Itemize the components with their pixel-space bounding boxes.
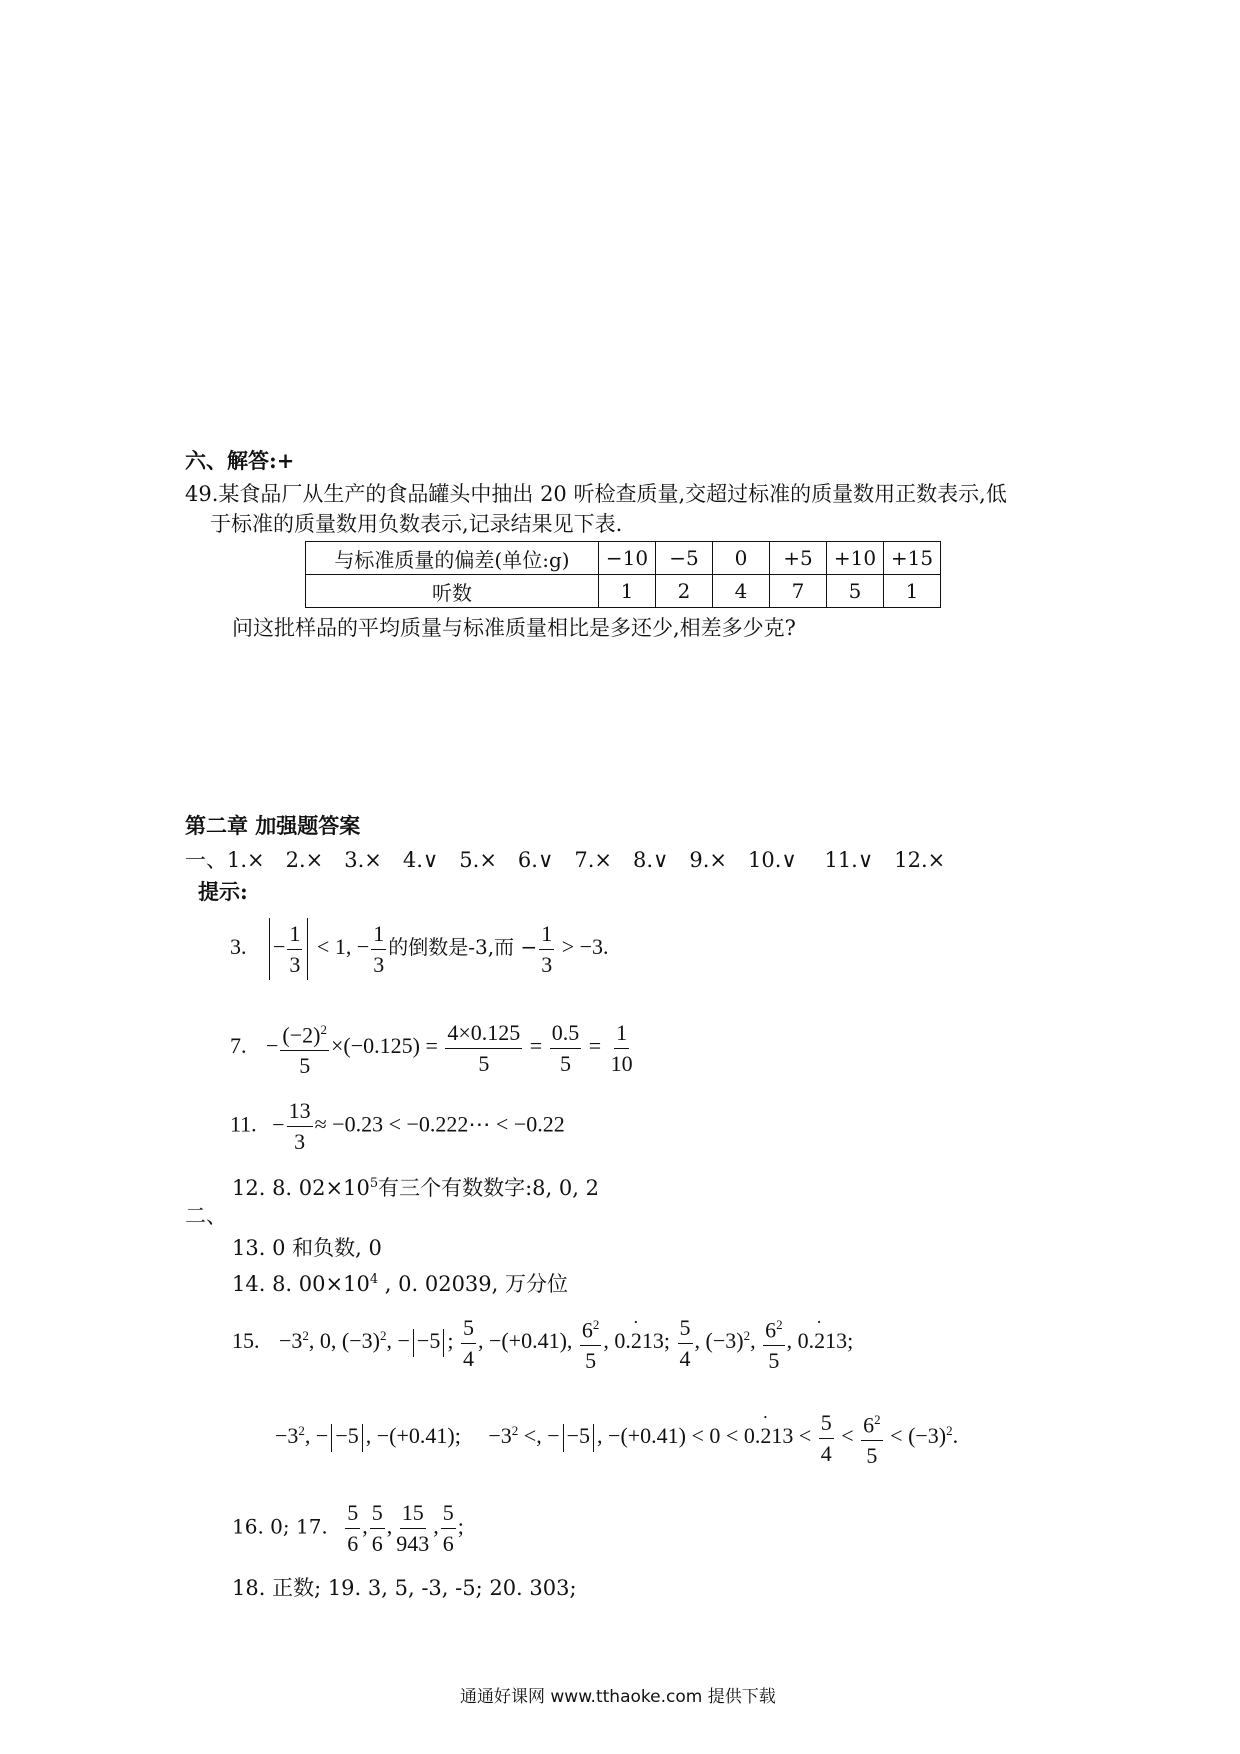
math-text: ;: [847, 1328, 854, 1354]
q49-question: 问这批样品的平均质量与标准质量相比是多还少,相差多少克?: [232, 616, 796, 640]
answer-13: 13. 0 和负数, 0: [232, 1236, 382, 1260]
numerator: 6: [765, 1317, 777, 1343]
math-text: < 1, −: [316, 934, 370, 960]
text: 14. 8. 00×10: [232, 1272, 370, 1296]
item-number: 7.: [230, 1033, 247, 1059]
answer-15-line2: $-3^2$, − −5 , −(+0.41); $-3^2$ <, − −5 , −(+0.41) < 0 < 0.213 · < $\frac{5}{4}$ < $\frac{6^2}{5}$ < $(-3)^2$.: [275, 1405, 958, 1471]
math-text: , −: [386, 1328, 410, 1354]
numerator: 5: [441, 1498, 456, 1529]
denominator: 3: [294, 1129, 306, 1154]
denominator: 3: [289, 951, 301, 977]
denominator: 10: [610, 1050, 633, 1076]
denominator: 3: [541, 951, 553, 977]
q49-line1: 49.某食品厂从生产的食品罐头中抽出 20 听检查质量,交超过标准的质量数用正数表示,低: [185, 482, 1007, 506]
answer-11: [230, 1096, 565, 1157]
math-text: <, −: [518, 1423, 560, 1449]
denominator: 5: [585, 1348, 597, 1374]
math-text: , 0.: [786, 1328, 815, 1354]
numerator: 15: [400, 1498, 426, 1529]
numerator: 6: [581, 1317, 593, 1343]
math-text: −: [272, 1111, 285, 1137]
exponent: 2: [320, 1022, 327, 1037]
table-cell: +5: [770, 542, 827, 575]
denominator: 6: [371, 1531, 383, 1556]
answer-15-line1: 15. $-3^2$, 0, $(-3)^2$, − −5 ; $\frac{5}{4}$ , −(+0.41), $\frac{6^2}{5}$ , 0.213 ·; $\frac{5}{4}$ , $(-3)^2$, $\frac{6^2}{5}$ , 0.213 ·;: [232, 1310, 853, 1376]
answer-18-20: 18. 正数; 19. 3, 5, -3, -5; 20. 303;: [232, 1576, 577, 1600]
text: 有三个有数数字:8, 0, 2: [378, 1176, 599, 1200]
numerator: 1: [287, 919, 302, 950]
math-text: −5: [416, 1328, 441, 1354]
footer-text: 通通好课网 www.tthaoke.com 提供下载: [460, 1687, 776, 1707]
item-number: 11.: [230, 1111, 257, 1137]
repeating-decimal: 213 ·: [631, 1328, 664, 1353]
numerator: 4×0.125: [445, 1018, 522, 1049]
math-text: , −(+0.41),: [477, 1328, 573, 1354]
numerator: 5: [461, 1313, 476, 1344]
math-text: > −3.: [561, 934, 609, 960]
table-cell: +10: [827, 542, 884, 575]
math-text: −5: [335, 1423, 359, 1449]
math-text: ;: [447, 1328, 454, 1354]
item-number: 15.: [232, 1328, 260, 1354]
table-header-cell: 与标准质量的偏差(单位:g): [306, 542, 599, 575]
denominator: 6: [442, 1531, 454, 1556]
denominator: 5: [866, 1443, 878, 1469]
answer-3: 3. − $\frac{1}{3}$ < 1, − $\frac{1}{3}$ 的倒数是-3,而 − $\frac{1}{3}$ > −3.: [230, 918, 609, 980]
denominator: 943: [396, 1531, 430, 1556]
answer-16-17: 16. 0; 17. $\frac{5}{6}$ , $\frac{5}{6}$ , $\frac{15}{943}$ , $\frac{5}{6}$ ;: [232, 1498, 464, 1559]
numerator: 1: [539, 919, 554, 950]
table-cell: +15: [884, 542, 941, 575]
math-text: −3: [279, 1328, 303, 1354]
math-text: ,: [750, 1328, 756, 1354]
math-text: < (−3): [884, 1423, 947, 1449]
numerator: (−2): [282, 1022, 321, 1048]
numerator: 5: [678, 1313, 693, 1344]
denominator: 4: [820, 1440, 832, 1466]
math-text: .: [952, 1423, 959, 1449]
math-text: −3: [275, 1423, 299, 1449]
repeating-decimal: 213 ·: [760, 1423, 793, 1448]
math-text: <: [793, 1423, 812, 1449]
math-text: , 0, (−3): [308, 1328, 380, 1354]
math-text: , −(+0.41);: [365, 1423, 461, 1449]
math-text: , (−3): [694, 1328, 744, 1354]
numerator: 6: [863, 1412, 875, 1438]
table-cell: 1: [884, 575, 941, 608]
answer-12: [232, 1170, 599, 1202]
part2-label: 二、: [185, 1204, 227, 1228]
math-text: ;: [663, 1328, 671, 1354]
item-number: 3.: [230, 934, 247, 960]
denominator: 5: [478, 1050, 490, 1076]
part1-answers: 一、1.× 2.× 3.× 4.∨ 5.× 6.∨ 7.× 8.∨ 9.× 10.∨ 11.∨ 12.×: [185, 848, 946, 872]
repeating-decimal: 213 ·: [814, 1328, 847, 1353]
answer-7: [230, 1015, 637, 1081]
text: , 0. 02039, 万分位: [378, 1272, 569, 1296]
table-cell: 0: [713, 542, 770, 575]
table-cell: −10: [599, 542, 656, 575]
deviation-table: [305, 541, 941, 608]
answers-title: 第二章 加强题答案: [185, 813, 361, 838]
denominator: 5: [768, 1348, 780, 1374]
table-cell: 4: [713, 575, 770, 608]
denominator: 6: [347, 1531, 359, 1556]
math-text: 的倒数是-3,而 −: [388, 935, 538, 960]
exponent: 4: [369, 1272, 379, 1287]
numerator: 5: [370, 1498, 385, 1529]
table-header-cell: 听数: [306, 575, 599, 608]
math-text: =: [529, 1033, 543, 1059]
numerator: 5: [819, 1408, 834, 1439]
exponent: 5: [369, 1176, 379, 1191]
numerator: 1: [614, 1018, 629, 1049]
q49-line2: 于标准的质量数用负数表示,记录结果见下表.: [210, 512, 623, 536]
section-heading: 六、解答:+: [185, 448, 295, 473]
denominator: 5: [559, 1050, 571, 1076]
text: 16. 0; 17.: [232, 1514, 328, 1539]
math-text: −3: [488, 1423, 512, 1449]
table-cell: 2: [656, 575, 713, 608]
table-cell: 5: [827, 575, 884, 608]
numerator: 1: [371, 919, 386, 950]
numerator: 5: [345, 1498, 360, 1529]
table-cell: −5: [656, 542, 713, 575]
math-text: , −(+0.41) < 0 < 0.: [597, 1423, 761, 1449]
answer-14: [232, 1266, 568, 1298]
table-row: [306, 575, 941, 608]
text: 12. 8. 02×10: [232, 1176, 370, 1200]
math-text: , −: [304, 1423, 329, 1449]
denominator: 4: [462, 1345, 474, 1371]
numerator: 0.5: [550, 1018, 582, 1049]
denominator: 5: [299, 1053, 311, 1079]
table-row: [306, 542, 941, 575]
hint-label: 提示:: [198, 879, 248, 904]
math-text: −: [266, 1033, 279, 1059]
math-text: ≈ −0.23 < −0.222⋯ < −0.22: [314, 1111, 565, 1137]
math-text: , 0.: [603, 1328, 631, 1354]
math-text: <: [835, 1423, 854, 1449]
numerator: 13: [287, 1096, 313, 1127]
denominator: 4: [679, 1345, 691, 1371]
math-text: =: [588, 1033, 602, 1059]
table-cell: 7: [770, 575, 827, 608]
math-text: −5: [566, 1423, 591, 1449]
denominator: 3: [373, 951, 385, 977]
table-cell: 1: [599, 575, 656, 608]
math-text: ×(−0.125) =: [330, 1033, 438, 1059]
